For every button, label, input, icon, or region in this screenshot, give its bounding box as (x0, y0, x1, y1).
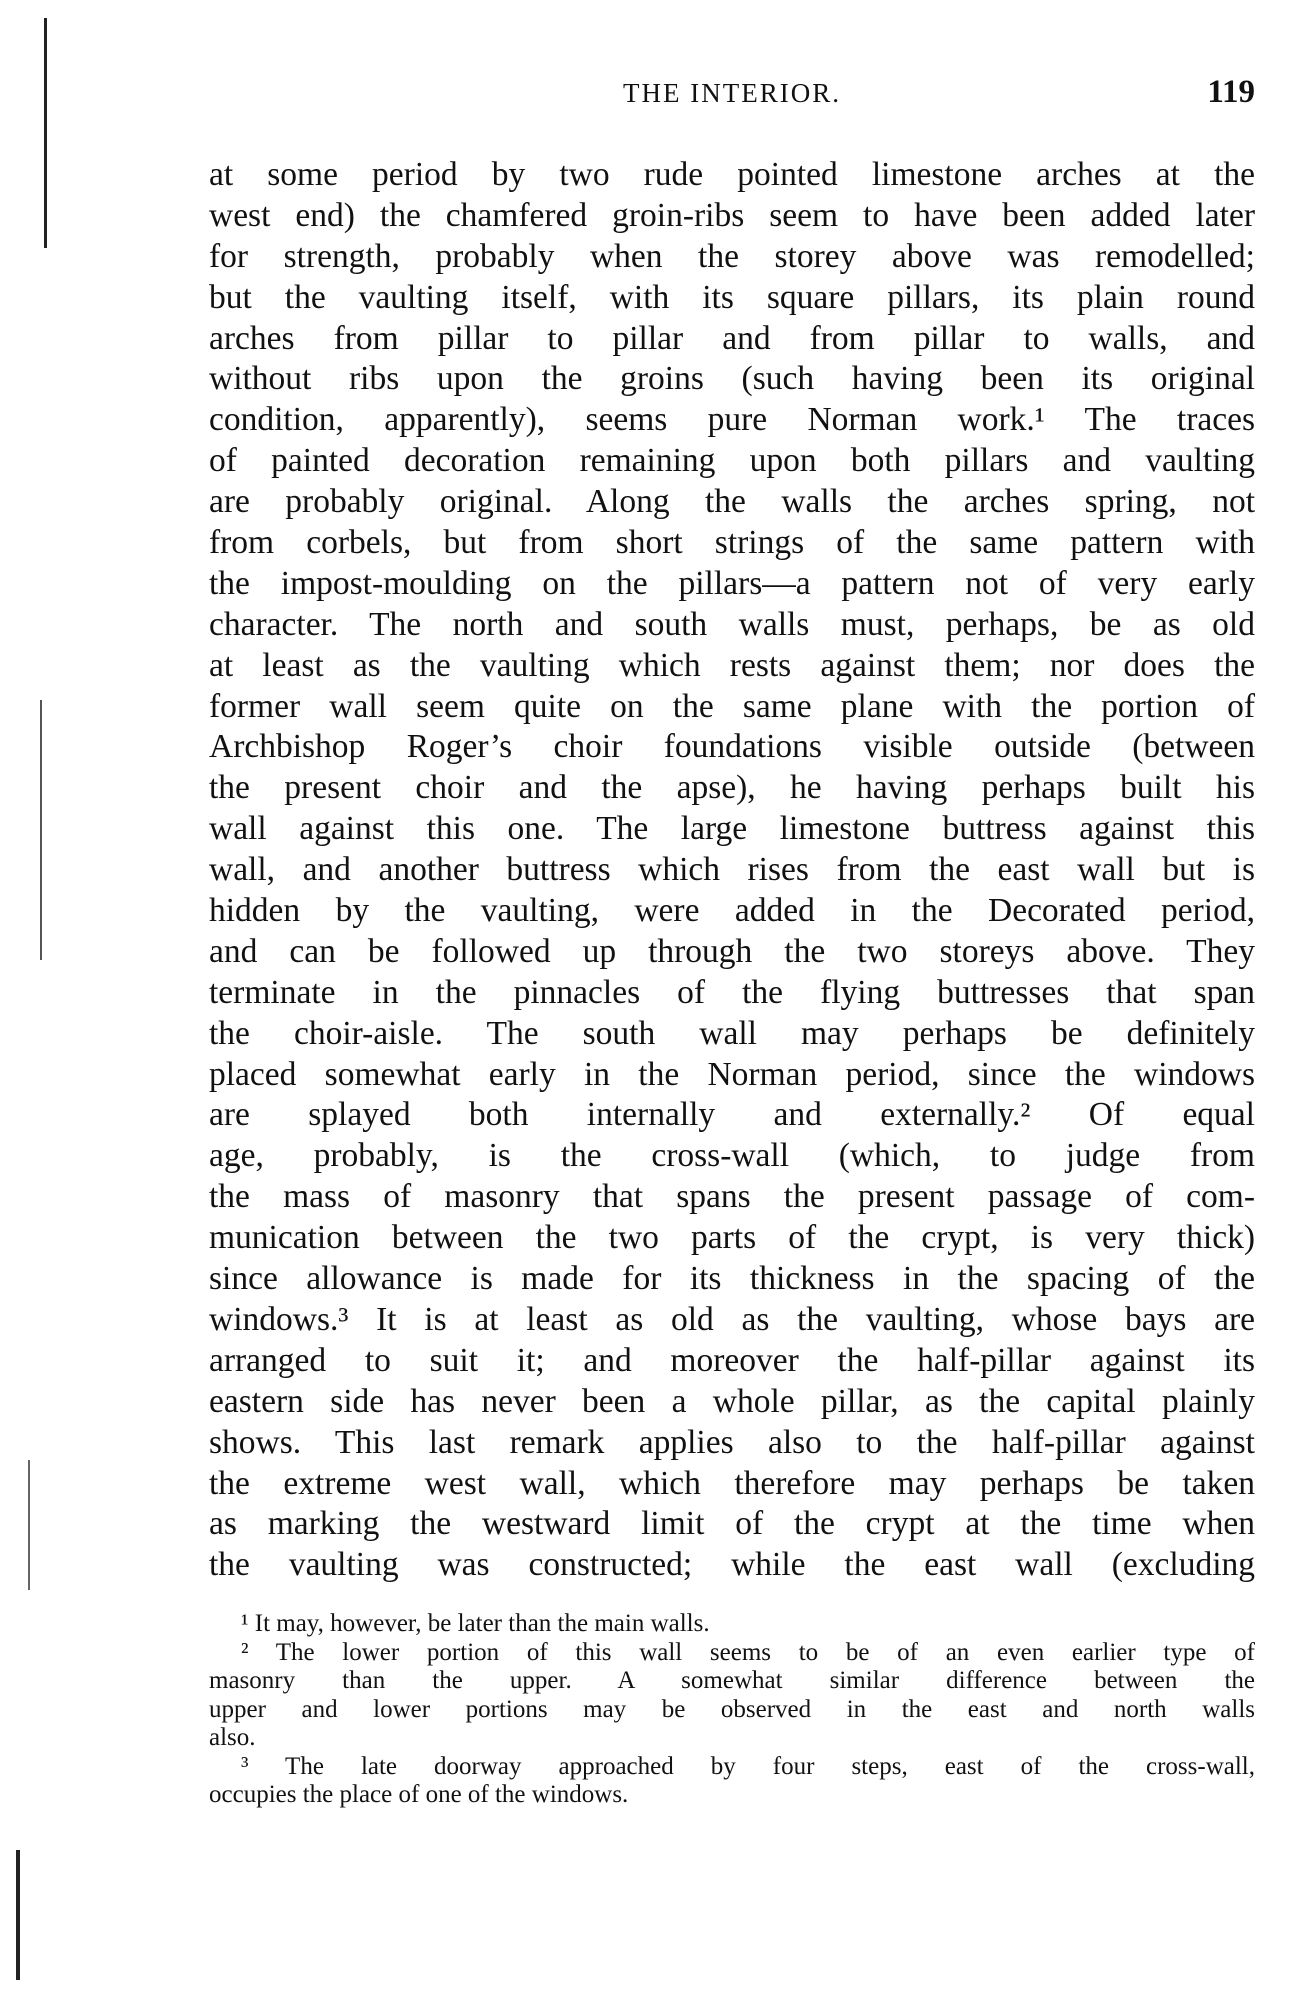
body-line: arches from pillar to pillar and from pillar to walls, and (209, 319, 1255, 357)
body-line: placed somewhat early in the Norman period, since the windows (209, 1055, 1255, 1093)
page-edge-mark (16, 1850, 20, 1980)
body-line: wall, and another buttress which rises from the east wall but is (209, 851, 1255, 889)
body-line: the mass of masonry that spans the present passage of com- (209, 1178, 1255, 1216)
body-line: wall against this one. The large limestone buttress against this (209, 810, 1255, 848)
body-line: but the vaulting itself, with its square pillars, its plain round (209, 278, 1255, 316)
footnote-line: upper and lower portions may be observed in the east and north walls (209, 1695, 1255, 1723)
body-line: at least as the vaulting which rests against them; nor does the (209, 646, 1255, 684)
footnote-line: ³ The late doorway approached by four steps, east of the cross-wall, (241, 1752, 1255, 1780)
page-edge-mark (28, 1460, 30, 1590)
page-edge-mark (44, 18, 47, 248)
body-line: shows. This last remark applies also to the half-pillar against (209, 1423, 1255, 1461)
body-line: the vaulting was constructed; while the east wall (excluding (209, 1546, 1255, 1584)
body-line: the impost-moulding on the pillars—a pattern not of very early (209, 564, 1255, 602)
body-line: of painted decoration remaining upon both pillars and vaulting (209, 442, 1255, 480)
body-line: since allowance is made for its thickness in the spacing of the (209, 1260, 1255, 1298)
body-line: munication between the two parts of the crypt, is very thick) (209, 1219, 1255, 1257)
body-line: from corbels, but from short strings of the same pattern with (209, 524, 1255, 562)
body-line: at some period by two rude pointed limestone arches at the (209, 156, 1255, 193)
footnote-line: ² The lower portion of this wall seems to be of an even earlier type of (241, 1638, 1255, 1666)
body-line: terminate in the pinnacles of the flying buttresses that span (209, 973, 1255, 1011)
body-line: the choir-aisle. The south wall may perhaps be definitely (209, 1014, 1255, 1052)
body-line: are splayed both internally and externally.² Of equal (209, 1096, 1255, 1134)
page-number: 119 (1207, 74, 1255, 110)
body-line: condition, apparently), seems pure Norman work.¹ The traces (209, 401, 1255, 439)
body-line: arranged to suit it; and moreover the half-pillar against its (209, 1341, 1255, 1379)
body-line: former wall seem quite on the same plane with the portion of (209, 687, 1255, 725)
footnote-line: also. (209, 1724, 256, 1751)
footnote-line: masonry than the upper. A somewhat similar difference between the (209, 1667, 1255, 1694)
footnote-line: ¹ It may, however, be later than the main walls. (241, 1610, 710, 1637)
body-line: the present choir and the apse), he having perhaps built his (209, 769, 1255, 807)
body-line: character. The north and south walls must, perhaps, be as old (209, 605, 1255, 643)
body-line: for strength, probably when the storey above was remodelled; (209, 237, 1255, 275)
body-line: are probably original. Along the walls the arches spring, not (209, 483, 1255, 521)
body-line: age, probably, is the cross-wall (which, to judge from (209, 1137, 1255, 1175)
body-line: as marking the westward limit of the crypt at the time when (209, 1505, 1255, 1543)
body-line: hidden by the vaulting, were added in the Decorated period, (209, 892, 1255, 930)
body-line: west end) the chamfered groin-ribs seem to have been added later (209, 196, 1255, 234)
body-text (209, 155, 1255, 1586)
body-line: the extreme west wall, which therefore may perhaps be taken (209, 1464, 1255, 1502)
body-line: and can be followed up through the two storeys above. They (209, 932, 1255, 970)
body-line: eastern side has never been a whole pillar, as the capital plainly (209, 1382, 1255, 1420)
body-line: without ribs upon the groins (such having been its original (209, 360, 1255, 398)
footnotes (209, 1610, 1255, 1810)
page-header (209, 74, 1255, 114)
body-line: windows.³ It is at least as old as the vaulting, whose bays are (209, 1300, 1255, 1338)
body-line: Archbishop Roger’s choir foundations visible outside (between (209, 728, 1255, 766)
running-title: THE INTERIOR. (623, 78, 841, 108)
page-edge-mark (40, 700, 42, 960)
footnote-line: occupies the place of one of the windows. (209, 1781, 629, 1808)
